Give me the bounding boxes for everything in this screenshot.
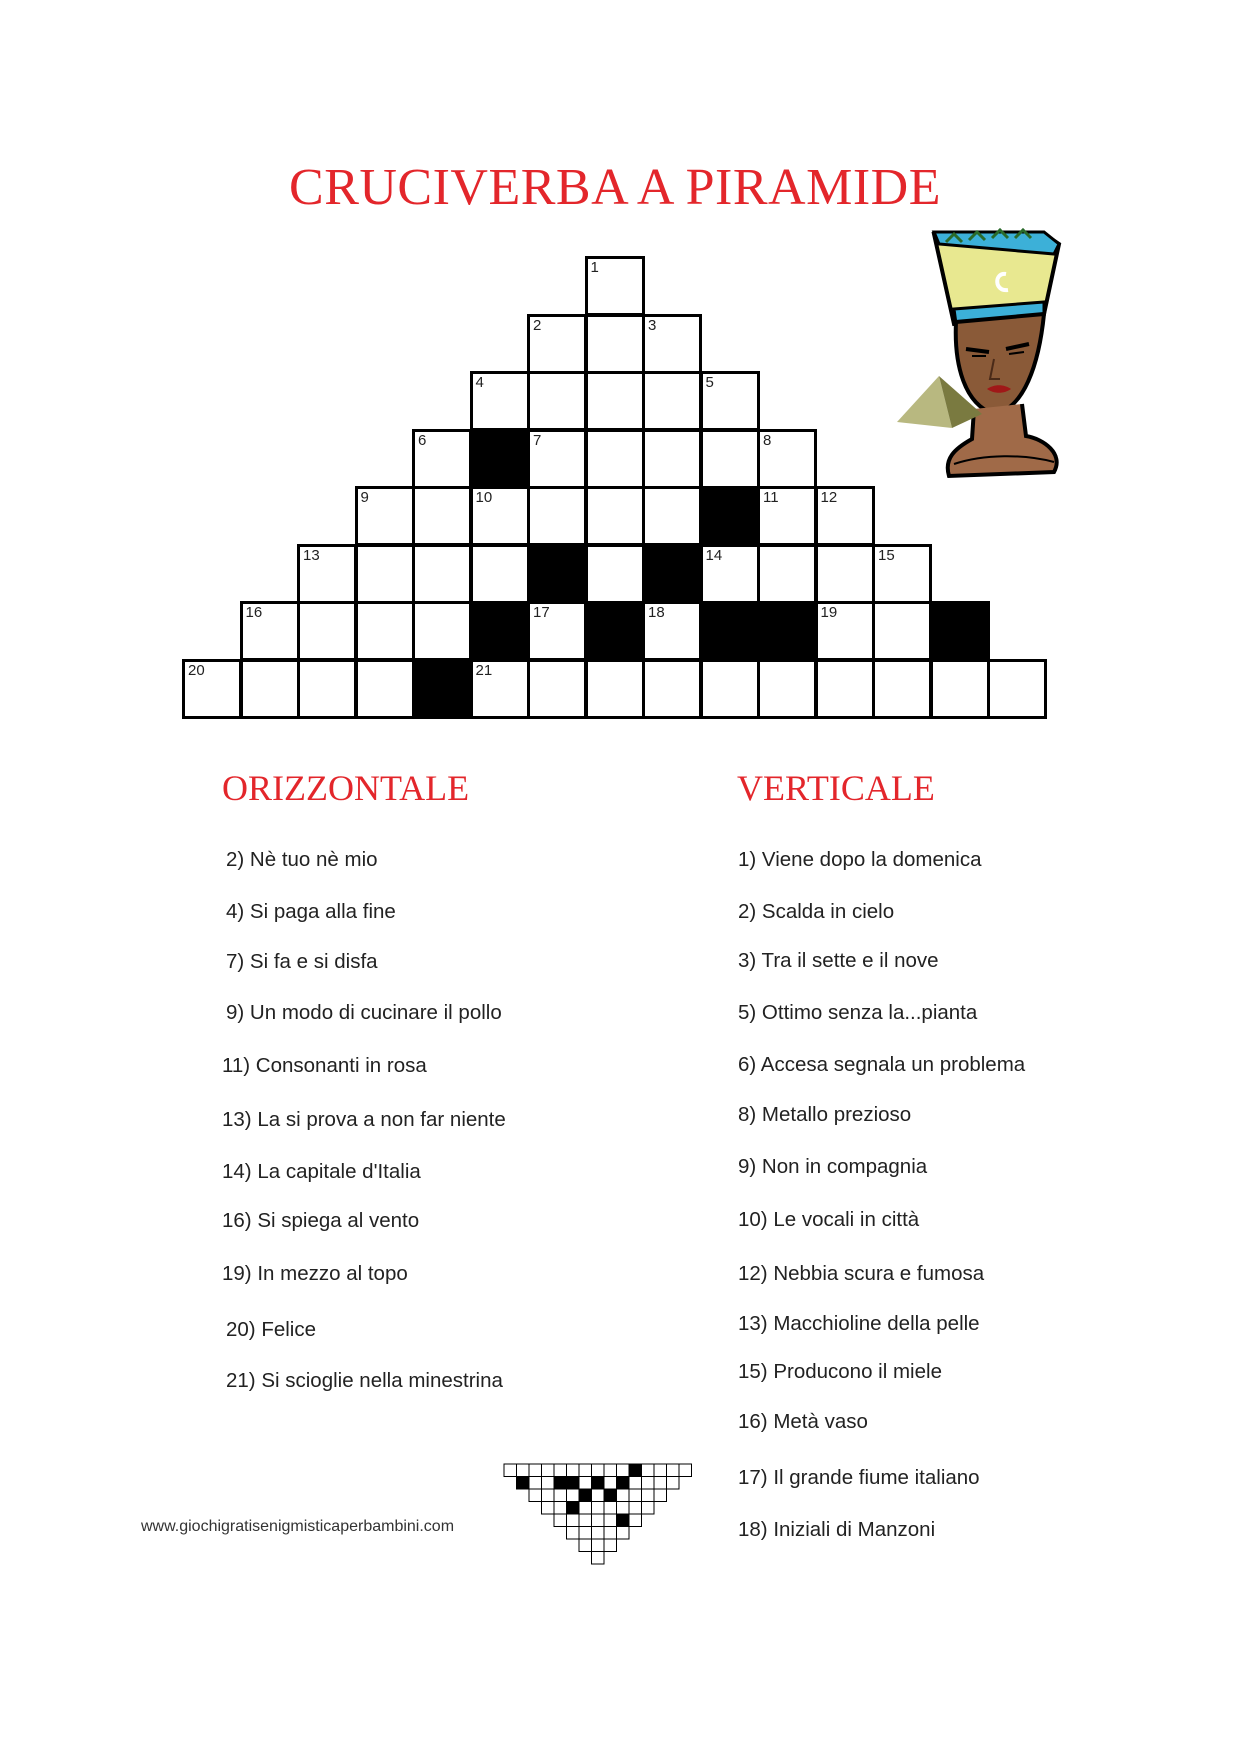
across-clue: 21) Si scioglie nella minestrina: [226, 1369, 503, 1392]
grid-cell[interactable]: [412, 486, 472, 546]
clue-number: 18: [648, 604, 665, 621]
grid-cell[interactable]: [642, 314, 702, 374]
grid-cell[interactable]: [240, 601, 300, 661]
thumbnail-cell: [629, 1489, 642, 1502]
down-clue: 15) Producono il miele: [738, 1360, 942, 1383]
clue-number: 7: [533, 431, 542, 449]
grid-cell[interactable]: [527, 486, 587, 546]
black-cell: [642, 544, 702, 604]
thumbnail-cell: [642, 1464, 655, 1477]
clue-number: 5: [705, 374, 714, 391]
grid-cell[interactable]: [700, 544, 760, 604]
grid-cell[interactable]: [470, 371, 530, 431]
grid-cell[interactable]: [182, 659, 242, 719]
grid-cell[interactable]: [412, 544, 472, 604]
thumbnail-cell: [554, 1489, 567, 1502]
thumbnail-cell: [604, 1514, 617, 1527]
thumbnail-cell: [567, 1527, 580, 1540]
grid-cell[interactable]: [642, 371, 702, 431]
thumbnail-cell: [604, 1502, 617, 1515]
grid-cell[interactable]: [585, 256, 645, 316]
grid-cell[interactable]: [585, 544, 645, 604]
thumbnail-cell: [629, 1477, 642, 1490]
thumbnail-cell: [579, 1489, 592, 1502]
grid-cell[interactable]: [585, 486, 645, 546]
grid-cell[interactable]: [355, 486, 415, 546]
black-cell: [470, 601, 530, 661]
black-cell: [700, 486, 760, 546]
grid-cell[interactable]: [470, 544, 530, 604]
thumbnail-cell: [592, 1489, 605, 1502]
thumbnail-cell: [629, 1464, 642, 1477]
thumbnail-cell: [667, 1464, 680, 1477]
thumbnail-cell: [617, 1502, 630, 1515]
thumbnail-cell: [592, 1539, 605, 1552]
grid-cell[interactable]: [642, 659, 702, 719]
clue-number: 16: [245, 604, 263, 621]
thumbnail-cell: [517, 1464, 530, 1477]
across-clue: 9) Un modo di cucinare il pollo: [226, 1001, 502, 1024]
grid-cell[interactable]: [930, 659, 990, 719]
clue-number: 8: [763, 431, 772, 449]
clue-number: 3: [648, 316, 657, 334]
clue-number: 17: [533, 604, 550, 621]
thumbnail-cell: [654, 1489, 667, 1502]
thumbnail-cell: [504, 1464, 517, 1477]
clue-number: 12: [820, 489, 838, 506]
grid-cell[interactable]: [297, 659, 357, 719]
thumbnail-cell: [567, 1502, 580, 1515]
black-cell: [930, 601, 990, 661]
grid-cell[interactable]: [987, 659, 1047, 719]
thumbnail-cell: [604, 1527, 617, 1540]
grid-cell[interactable]: [297, 544, 357, 604]
grid-cell[interactable]: [872, 659, 932, 719]
grid-cell[interactable]: [412, 601, 472, 661]
down-clue: 9) Non in compagnia: [738, 1155, 928, 1178]
thumbnail-cell: [592, 1527, 605, 1540]
clue-number: 11: [763, 489, 779, 506]
down-clue: 5) Ottimo senza la...pianta: [738, 1001, 978, 1024]
thumbnail-cell: [679, 1464, 692, 1477]
black-cell: [470, 429, 530, 489]
grid-cell[interactable]: [527, 314, 587, 374]
thumbnail-cell: [579, 1502, 592, 1515]
grid-cell[interactable]: [642, 601, 702, 661]
thumbnail-cell: [617, 1464, 630, 1477]
grid-cell[interactable]: [815, 544, 875, 604]
thumbnail-cell: [654, 1464, 667, 1477]
grid-cell[interactable]: [585, 659, 645, 719]
grid-cell[interactable]: [642, 486, 702, 546]
across-clue: 7) Si fa e si disfa: [226, 950, 378, 973]
thumbnail-cell: [554, 1464, 567, 1477]
across-clue: 14) La capitale d'Italia: [222, 1160, 421, 1183]
down-clue: 12) Nebbia scura e fumosa: [738, 1262, 985, 1285]
thumbnail-cell: [554, 1502, 567, 1515]
thumbnail-cell: [554, 1514, 567, 1527]
down-clue: 8) Metallo prezioso: [738, 1103, 912, 1126]
black-cell: [412, 659, 472, 719]
thumbnail-cell: [604, 1477, 617, 1490]
grid-cell[interactable]: [470, 486, 530, 546]
grid-cell[interactable]: [585, 371, 645, 431]
across-clue: 19) In mezzo al topo: [222, 1262, 408, 1285]
clue-number: 2: [533, 316, 542, 334]
thumbnail-cell: [542, 1502, 555, 1515]
thumbnail-cell: [604, 1539, 617, 1552]
grid-cell[interactable]: [815, 659, 875, 719]
down-clue: 17) Il grande fiume italiano: [738, 1466, 980, 1489]
thumbnail-cell: [579, 1539, 592, 1552]
grid-cell[interactable]: [585, 429, 645, 489]
thumbnail-cell: [529, 1464, 542, 1477]
down-clue: 3) Tra il sette e il nove: [738, 949, 939, 972]
thumbnail-cell: [642, 1477, 655, 1490]
thumbnail-cell: [629, 1502, 642, 1515]
thumbnail-cell: [654, 1477, 667, 1490]
across-clue: 4) Si paga alla fine: [226, 900, 396, 923]
grid-cell[interactable]: [527, 659, 587, 719]
grid-cell[interactable]: [355, 601, 415, 661]
grid-cell[interactable]: [470, 659, 530, 719]
thumbnail-cell: [529, 1489, 542, 1502]
clue-number: 6: [418, 431, 427, 449]
grid-cell[interactable]: [585, 314, 645, 374]
nefertiti-bust-icon: [894, 214, 1079, 484]
clue-number: 19: [820, 604, 838, 621]
thumbnail-cell: [579, 1514, 592, 1527]
grid-cell[interactable]: [240, 659, 300, 719]
thumbnail-cell: [579, 1477, 592, 1490]
thumbnail-cell: [579, 1464, 592, 1477]
across-clue: 20) Felice: [226, 1318, 317, 1341]
clue-number: 20: [188, 661, 205, 679]
down-clue: 1) Viene dopo la domenica: [738, 848, 982, 871]
thumbnail-cell: [567, 1514, 580, 1527]
pyramid-icon: [894, 372, 984, 432]
thumbnail-cell: [592, 1477, 605, 1490]
grid-cell[interactable]: [527, 371, 587, 431]
thumbnail-cell: [617, 1514, 630, 1527]
grid-cell[interactable]: [297, 601, 357, 661]
thumbnail-cell: [642, 1489, 655, 1502]
grid-cell[interactable]: [757, 544, 817, 604]
grid-cell[interactable]: [815, 486, 875, 546]
across-clue: 16) Si spiega al vento: [222, 1209, 420, 1232]
black-cell: [757, 601, 817, 661]
grid-cell[interactable]: [700, 429, 760, 489]
thumbnail-cell: [592, 1464, 605, 1477]
across-heading: ORIZZONTALE: [222, 768, 470, 808]
across-clue: 13) La si prova a non far niente: [222, 1108, 506, 1131]
thumbnail-cell: [542, 1464, 555, 1477]
thumbnail-cell: [592, 1514, 605, 1527]
down-clue: 6) Accesa segnala un problema: [738, 1053, 1026, 1076]
thumbnail-cell: [617, 1527, 630, 1540]
clue-number: 4: [475, 374, 484, 391]
grid-cell[interactable]: [872, 601, 932, 661]
thumbnail-cell: [617, 1489, 630, 1502]
thumbnail-cell: [604, 1464, 617, 1477]
thumbnail-cell: [542, 1477, 555, 1490]
clue-number: 15: [878, 546, 895, 564]
down-clue: 2) Scalda in cielo: [738, 900, 895, 923]
thumbnail-cell: [629, 1514, 642, 1527]
thumbnail-cell: [567, 1477, 580, 1490]
thumbnail-cell: [592, 1552, 605, 1565]
thumbnail-cell: [579, 1527, 592, 1540]
grid-cell[interactable]: [412, 429, 472, 489]
clue-number: 1: [590, 259, 599, 276]
thumbnail-cell: [567, 1489, 580, 1502]
grid-cell[interactable]: [700, 371, 760, 431]
grid-cell[interactable]: [700, 659, 760, 719]
clue-number: 13: [303, 546, 320, 564]
black-cell: [527, 544, 587, 604]
thumbnail-cell: [667, 1477, 680, 1490]
grid-cell[interactable]: [872, 544, 932, 604]
grid-cell[interactable]: [757, 486, 817, 546]
thumbnail-cell: [517, 1477, 530, 1490]
clue-number: 10: [475, 489, 493, 506]
down-clue: 16) Metà vaso: [738, 1410, 868, 1433]
thumbnail-cell: [592, 1502, 605, 1515]
across-clue: 2) Nè tuo nè mio: [226, 848, 378, 871]
thumbnail-cell: [567, 1464, 580, 1477]
thumbnail-cell: [554, 1477, 567, 1490]
across-clue: 11) Consonanti in rosa: [222, 1054, 427, 1077]
down-clue: 18) Iniziali di Manzoni: [738, 1518, 936, 1541]
thumbnail-cell: [529, 1477, 542, 1490]
black-cell: [700, 601, 760, 661]
grid-cell[interactable]: [527, 429, 587, 489]
down-heading: VERTICALE: [737, 768, 935, 808]
solution-thumbnail: [502, 1462, 698, 1574]
grid-cell[interactable]: [757, 659, 817, 719]
black-cell: [585, 601, 645, 661]
thumbnail-cell: [617, 1477, 630, 1490]
website-url: www.giochigratisenigmisticaperbambini.com: [141, 1518, 455, 1535]
grid-cell[interactable]: [527, 601, 587, 661]
clue-number: 14: [705, 546, 723, 564]
grid-cell[interactable]: [355, 659, 415, 719]
grid-cell[interactable]: [757, 429, 817, 489]
grid-cell[interactable]: [355, 544, 415, 604]
thumbnail-cell: [542, 1489, 555, 1502]
thumbnail-cell: [604, 1489, 617, 1502]
down-clue: 13) Macchioline della pelle: [738, 1312, 980, 1335]
thumbnail-cell: [642, 1502, 655, 1515]
clue-number: 9: [360, 489, 369, 506]
down-clue: 10) Le vocali in città: [738, 1208, 920, 1231]
grid-cell[interactable]: [642, 429, 702, 489]
page-title: CRUCIVERBA A PIRAMIDE: [289, 159, 941, 216]
grid-cell[interactable]: [815, 601, 875, 661]
clue-number: 21: [475, 661, 493, 679]
